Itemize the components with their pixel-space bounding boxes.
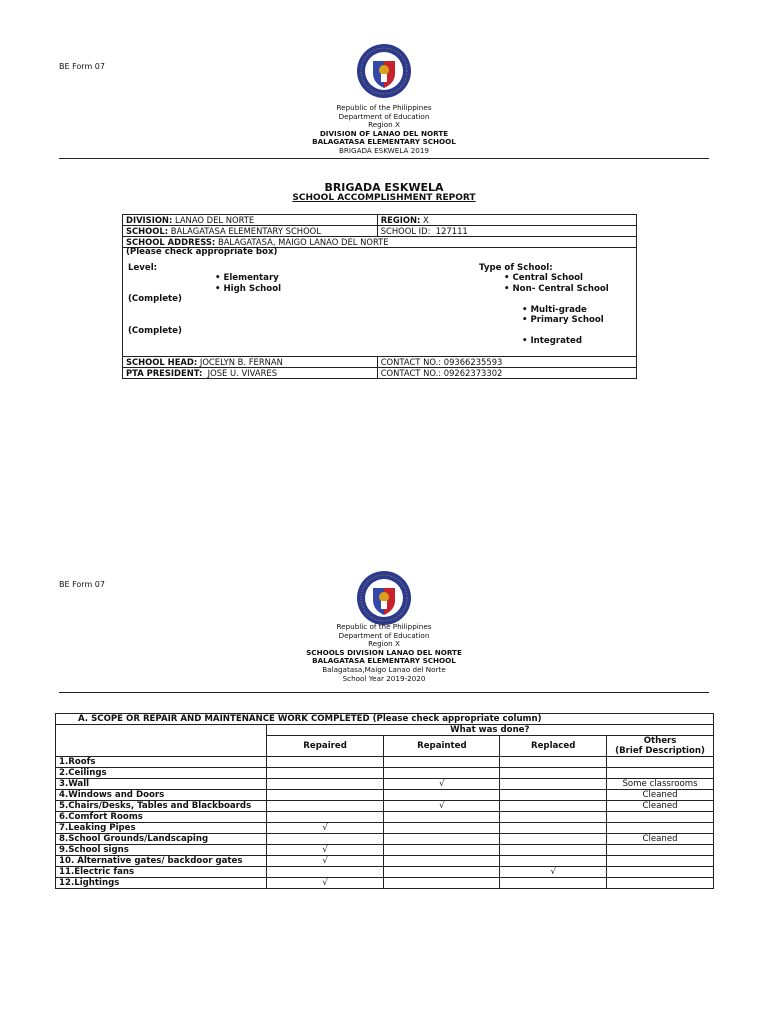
repainted-cell bbox=[384, 790, 500, 801]
repainted-cell bbox=[384, 845, 500, 856]
table-row bbox=[56, 856, 714, 867]
table-title-row bbox=[56, 714, 714, 725]
work-item-cell: 12.Lightings bbox=[56, 878, 267, 889]
division-value: LANAO DEL NORTE bbox=[174, 215, 255, 225]
repainted-cell bbox=[384, 834, 500, 845]
table-row bbox=[56, 790, 714, 801]
repainted-cell: √ bbox=[384, 779, 500, 790]
table-row bbox=[56, 845, 714, 856]
letterhead bbox=[284, 623, 484, 683]
type-option-multi-grade: • Multi-grade bbox=[522, 305, 587, 315]
letterhead-line: Republic of the Philippines bbox=[336, 103, 432, 112]
table-row bbox=[56, 867, 714, 878]
others-cell bbox=[607, 812, 714, 823]
division-label: DIVISION: bbox=[126, 215, 173, 225]
school-value: BALAGATASA ELEMENTARY SCHOOL bbox=[170, 226, 321, 236]
letterhead bbox=[284, 104, 484, 156]
repaired-cell: √ bbox=[266, 878, 384, 889]
table-row bbox=[56, 823, 714, 834]
repaired-cell bbox=[266, 790, 384, 801]
header-divider bbox=[59, 158, 709, 159]
replaced-cell bbox=[500, 834, 607, 845]
table-row bbox=[56, 878, 714, 889]
column-header: Repainted bbox=[384, 736, 500, 757]
school-label: SCHOOL: bbox=[126, 226, 169, 236]
table-row bbox=[123, 237, 637, 248]
repaired-cell bbox=[266, 867, 384, 878]
school-info-table bbox=[122, 214, 637, 379]
letterhead-line: Republic of the Philippines bbox=[336, 622, 432, 631]
letterhead-line: Department of Education bbox=[338, 630, 430, 640]
others-cell bbox=[607, 878, 714, 889]
replaced-cell bbox=[500, 878, 607, 889]
work-item-cell: 2.Ceilings bbox=[56, 768, 267, 779]
others-cell bbox=[607, 845, 714, 856]
level-type-section bbox=[126, 248, 633, 356]
level-label: Level: bbox=[128, 263, 158, 273]
work-item-cell: 5.Chairs/Desks, Tables and Blackboards bbox=[56, 801, 267, 812]
repainted-cell bbox=[384, 823, 500, 834]
type-option-central: • Central School bbox=[504, 273, 583, 283]
school-id-label: SCHOOL ID: bbox=[380, 226, 431, 236]
repaired-cell: √ bbox=[266, 856, 384, 867]
deped-seal-logo bbox=[356, 570, 412, 626]
head-value: JOCELYN B. FERNAN bbox=[199, 357, 283, 367]
report-subtitle: SCHOOL ACCOMPLISHMENT REPORT bbox=[292, 193, 476, 203]
repainted-cell bbox=[384, 867, 500, 878]
table-row bbox=[56, 834, 714, 845]
repaired-cell bbox=[266, 801, 384, 812]
school-type-label: Type of School: bbox=[479, 263, 553, 273]
others-cell bbox=[607, 856, 714, 867]
repainted-cell bbox=[384, 878, 500, 889]
column-header: Repaired bbox=[266, 736, 384, 757]
address-value: BALAGATASA, MAIGO LANAO DEL NORTE bbox=[217, 237, 389, 247]
table-row bbox=[123, 215, 637, 226]
table-header-row bbox=[56, 725, 714, 736]
repainted-cell: √ bbox=[384, 801, 500, 812]
pta-label: PTA PRESIDENT: bbox=[126, 368, 203, 378]
head-contact: CONTACT NO.: 09366235593 bbox=[377, 357, 636, 368]
complete-label: (Complete) bbox=[128, 326, 182, 336]
others-cell bbox=[607, 823, 714, 834]
maintenance-work-table bbox=[55, 713, 714, 889]
others-cell bbox=[607, 768, 714, 779]
repaired-cell bbox=[266, 768, 384, 779]
repainted-cell bbox=[384, 757, 500, 768]
replaced-cell bbox=[500, 812, 607, 823]
complete-label: (Complete) bbox=[128, 294, 182, 304]
repainted-cell bbox=[384, 768, 500, 779]
replaced-cell bbox=[500, 790, 607, 801]
table-row bbox=[123, 368, 637, 379]
letterhead-line: School Year 2019-2020 bbox=[342, 673, 426, 683]
replaced-cell bbox=[500, 823, 607, 834]
work-item-cell: 6.Comfort Rooms bbox=[56, 812, 267, 823]
header-divider bbox=[59, 692, 709, 693]
work-item-cell: 9.School signs bbox=[56, 845, 267, 856]
work-item-cell: 7.Leaking Pipes bbox=[56, 823, 267, 834]
replaced-cell bbox=[500, 757, 607, 768]
letterhead-line: Balagatasa,Maigo Lanao del Norte bbox=[322, 664, 446, 674]
form-tag: BE Form 07 bbox=[59, 62, 105, 71]
others-cell: Cleaned bbox=[607, 834, 714, 845]
letterhead-line: Region X bbox=[368, 639, 400, 649]
region-value: X bbox=[423, 215, 429, 225]
letterhead-line: BALAGATASA ELEMENTARY SCHOOL bbox=[312, 137, 456, 147]
replaced-cell bbox=[500, 856, 607, 867]
work-item-cell: 3.Wall bbox=[56, 779, 267, 790]
repainted-cell bbox=[384, 856, 500, 867]
level-option-elementary: • Elementary bbox=[215, 273, 279, 283]
replaced-cell bbox=[500, 779, 607, 790]
type-option-non-central: • Non- Central School bbox=[504, 284, 609, 294]
table-row bbox=[123, 357, 637, 368]
letterhead-line: BALAGATASA ELEMENTARY SCHOOL bbox=[312, 656, 456, 666]
head-label: SCHOOL HEAD: bbox=[126, 357, 198, 367]
level-option-high-school: • High School bbox=[215, 284, 282, 294]
replaced-cell: √ bbox=[500, 867, 607, 878]
repaired-cell: √ bbox=[266, 823, 384, 834]
repaired-cell: √ bbox=[266, 845, 384, 856]
repaired-cell bbox=[266, 757, 384, 768]
others-cell: Cleaned bbox=[607, 801, 714, 812]
work-item-cell: 4.Windows and Doors bbox=[56, 790, 267, 801]
work-item-cell: 11.Electric fans bbox=[56, 867, 267, 878]
report-title: BRIGADA ESKWELA bbox=[324, 181, 444, 194]
letterhead-line: DIVISION OF LANAO DEL NORTE bbox=[319, 128, 449, 138]
table-row bbox=[56, 768, 714, 779]
pta-contact: CONTACT NO.: 09262373302 bbox=[377, 368, 636, 379]
table-row bbox=[123, 226, 637, 237]
letterhead-line: Region X bbox=[368, 120, 400, 130]
letterhead-line: BRIGADA ESKWELA 2019 bbox=[338, 145, 429, 155]
table-row bbox=[123, 248, 637, 357]
group-header: What was done? bbox=[266, 725, 713, 736]
column-header: Others (Brief Description) bbox=[607, 736, 714, 757]
work-item-cell: 10. Alternative gates/ backdoor gates bbox=[56, 856, 267, 867]
repaired-cell bbox=[266, 812, 384, 823]
address-label: SCHOOL ADDRESS: bbox=[126, 237, 216, 247]
repaired-cell bbox=[266, 779, 384, 790]
letterhead-line: Department of Education bbox=[338, 111, 430, 121]
work-item-cell: 1.Roofs bbox=[56, 757, 267, 768]
table-row bbox=[56, 801, 714, 812]
table-row bbox=[56, 757, 714, 768]
type-option-primary: • Primary School bbox=[522, 315, 604, 325]
school-id-value: 127111 bbox=[435, 226, 468, 236]
type-option-integrated: • Integrated bbox=[522, 336, 583, 346]
column-header: Replaced bbox=[500, 736, 607, 757]
table-row bbox=[56, 812, 714, 823]
others-cell bbox=[607, 867, 714, 878]
work-rows bbox=[56, 757, 714, 889]
letterhead-line: SCHOOLS DIVISION LANAO DEL NORTE bbox=[306, 647, 462, 657]
deped-seal-logo bbox=[356, 43, 412, 99]
check-note: (Please check appropriate box) bbox=[126, 247, 278, 257]
repainted-cell bbox=[384, 812, 500, 823]
repaired-cell bbox=[266, 834, 384, 845]
replaced-cell bbox=[500, 801, 607, 812]
table-title: A. SCOPE OR REPAIR AND MAINTENANCE WORK COMPLETED (Please check appropriate column) bbox=[56, 714, 714, 725]
replaced-cell bbox=[500, 845, 607, 856]
others-cell: Some classrooms bbox=[607, 779, 714, 790]
table-row bbox=[56, 779, 714, 790]
others-cell: Cleaned bbox=[607, 790, 714, 801]
others-cell bbox=[607, 757, 714, 768]
pta-value: JOSE U. VIVARES bbox=[207, 368, 278, 378]
region-label: REGION: bbox=[380, 215, 421, 225]
replaced-cell bbox=[500, 768, 607, 779]
work-item-cell: 8.School Grounds/Landscaping bbox=[56, 834, 267, 845]
form-tag: BE Form 07 bbox=[59, 580, 105, 589]
